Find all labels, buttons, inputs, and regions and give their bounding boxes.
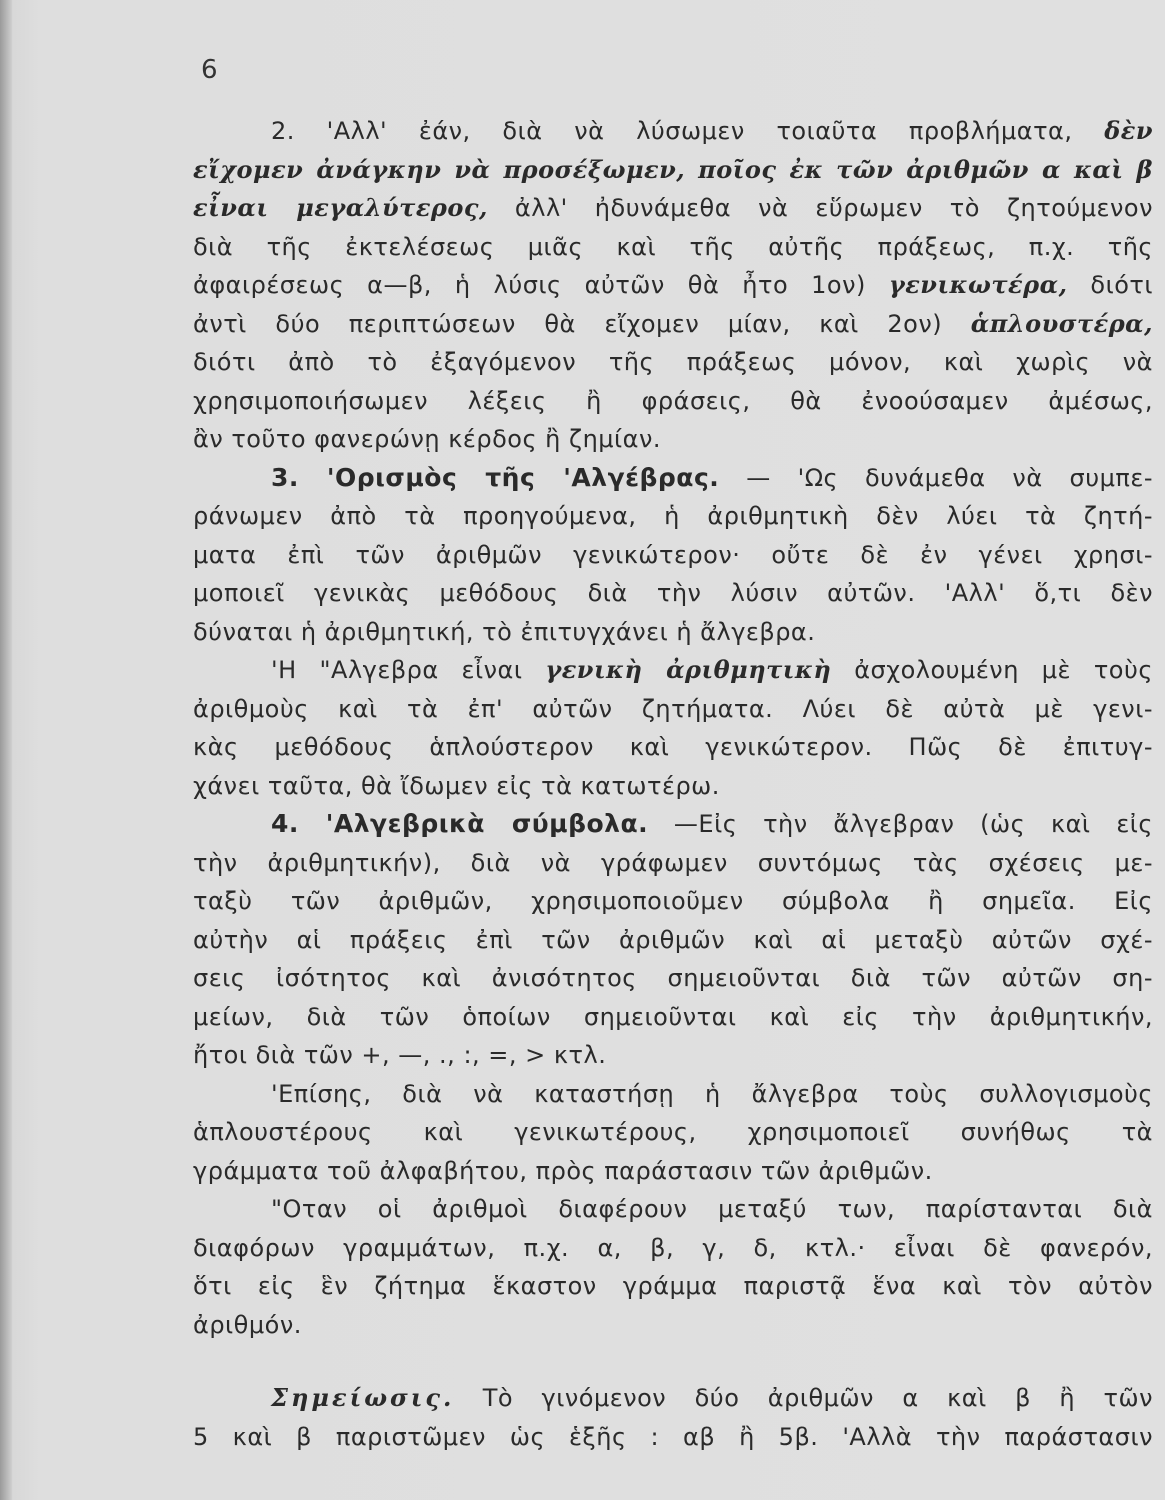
text-line: ἀριθμόν. bbox=[193, 1310, 302, 1339]
text-line bbox=[193, 459, 1153, 498]
text-run: 'Η "Αλγεβρα εἶναι bbox=[271, 656, 523, 684]
text-line: ἤτοι διὰ τῶν +, —, ., :, =, > κτλ. bbox=[193, 1041, 607, 1069]
text-line bbox=[193, 1379, 1153, 1418]
text-line bbox=[193, 266, 1153, 305]
text-line: διαφόρων γραμμάτων, π.χ. α, β, γ, δ, κτλ.· εἶναι δὲ φανερόν, bbox=[193, 1233, 1153, 1262]
text-line: ταξὺ τῶν ἀριθμῶν, χρησιμοποιοῦμεν σύμβολα ἢ σημεῖα. Εἰς bbox=[193, 887, 1153, 915]
text-line: χρησιμοποιήσωμεν λέξεις ἢ φράσεις, θὰ ἐνοούσαμεν ἀμέσως, bbox=[193, 386, 1153, 415]
text-run: 2. 'Αλλ' ἐάν, διὰ νὰ λύσωμεν τοιαῦτα προβλήματα, bbox=[271, 117, 1073, 145]
text-line bbox=[193, 189, 1153, 228]
text-line: χάνει ταῦτα, θὰ ἴδωμεν εἰς τὰ κατωτέρω. bbox=[193, 771, 720, 800]
text-line: τὴν ἀριθμητικήν), διὰ νὰ γράφωμεν συντόμως τὰς σχέσεις με- bbox=[193, 848, 1153, 877]
text-run: Τὸ γινόμενον δύο ἀριθμῶν α καὶ β ἢ τῶν bbox=[482, 1384, 1153, 1412]
text-line: κὰς μεθόδους ἁπλούστερον καὶ γενικώτερον. Πῶς δὲ ἐπιτυγ- bbox=[193, 733, 1153, 761]
text-run: ἀλλ' ἠδυνάμεθα νὰ εὕρωμεν τὸ ζητούμενον bbox=[514, 194, 1153, 222]
text-line: αὐτὴν αἱ πράξεις ἐπὶ τῶν ἀριθμῶν καὶ αἱ μεταξὺ αὐτῶν σχέ- bbox=[193, 925, 1153, 954]
text-line: ὅτι εἰς ἓν ζήτημα ἕκαστον γράμμα παριστᾷ ἕνα καὶ τὸν αὐτὸν bbox=[193, 1272, 1153, 1300]
text-line: 5 καὶ β παριστῶμεν ὡς ἑξῆς : αβ ἢ 5β. 'Αλλὰ τὴν παράστασιν bbox=[193, 1422, 1153, 1451]
text-line: γράμματα τοῦ ἀλφαβήτου, πρὸς παράστασιν τῶν ἀριθμῶν. bbox=[193, 1156, 933, 1185]
text-line bbox=[193, 805, 1153, 844]
text-run: —Εἰς τὴν ἄλγεβραν (ὡς καὶ εἰς bbox=[673, 810, 1153, 838]
emphasis-text: εἶναι μεγαλύτερος, bbox=[193, 193, 488, 222]
emphasis-text: ἁπλουστέρα, bbox=[970, 308, 1153, 338]
note-label: Σημείωσις. bbox=[271, 1383, 455, 1412]
page-number: 6 bbox=[201, 55, 218, 85]
text-line: μείων, διὰ τῶν ὁποίων σημειοῦνται καὶ εἰς τὴν ἀριθμητικήν, bbox=[193, 1002, 1153, 1031]
page-edge-shadow bbox=[0, 0, 12, 1500]
text-run: — 'Ως δυνάμεθα νὰ συμπε- bbox=[746, 463, 1153, 492]
paragraph-gap bbox=[193, 1344, 1153, 1379]
emphasis-text: γενικὴ ἀριθμητικὴ bbox=[545, 655, 832, 684]
text-line: "Οταν οἱ ἀριθμοὶ διαφέρουν μεταξύ των, παρίστανται διὰ bbox=[271, 1195, 1153, 1223]
text-line: διὰ τῆς ἐκτελέσεως μιᾶς καὶ τῆς αὐτῆς πράξεως, π.χ. τῆς bbox=[193, 232, 1153, 261]
text-line: διότι ἀπὸ τὸ ἐξαγόμενον τῆς πράξεως μόνον, καὶ χωρὶς νὰ bbox=[193, 348, 1153, 376]
text-line bbox=[193, 305, 1153, 344]
emphasis-text: εἴχομεν ἀνάγκην νὰ προσέξωμεν, ποῖος ἐκ τῶν ἀριθμῶν α καὶ β bbox=[193, 154, 1153, 184]
text-line: ράνωμεν ἀπὸ τὰ προηγούμενα, ἡ ἀριθμητικὴ δὲν λύει τὰ ζητή- bbox=[193, 502, 1153, 530]
text-run: ἀφαιρέσεως α—β, ἡ λύσις αὐτῶν θὰ ἦτο 1ον) bbox=[193, 271, 866, 299]
section-heading: 4. 'Αλγεβρικὰ σύμβολα. bbox=[271, 809, 649, 838]
text-line: σεις ἰσότητος καὶ ἀνισότητος σημειοῦνται διὰ τῶν αὐτῶν ση- bbox=[193, 964, 1153, 992]
text-line: 'Επίσης, διὰ νὰ καταστήσῃ ἡ ἄλγεβρα τοὺς συλλογισμοὺς bbox=[271, 1079, 1153, 1108]
text-line: ματα ἐπὶ τῶν ἀριθμῶν γενικώτερον· οὔτε δὲ ἐν γένει χρησι- bbox=[193, 540, 1153, 569]
text-line: ἂν τοῦτο φανερώνῃ κέρδος ἢ ζημίαν. bbox=[193, 425, 662, 453]
text-line: δύναται ἡ ἀριθμητική, τὸ ἐπιτυγχάνει ἡ ἄλγεβρα. bbox=[193, 617, 816, 646]
text-line bbox=[193, 651, 1153, 690]
text-line bbox=[193, 151, 1153, 190]
text-run: ἀσχολουμένη μὲ τοὺς bbox=[854, 656, 1153, 684]
text-line bbox=[193, 112, 1153, 151]
emphasis-text: δὲν bbox=[1104, 116, 1153, 145]
text-line: ἀριθμοὺς καὶ τὰ ἐπ' αὐτῶν ζητήματα. Λύει δὲ αὐτὰ μὲ γενι- bbox=[193, 694, 1153, 723]
page-body bbox=[193, 112, 1153, 1456]
emphasis-text: γενικωτέρα, bbox=[888, 270, 1068, 299]
text-line: μοποιεῖ γενικὰς μεθόδους διὰ τὴν λύσιν αὐτῶν. 'Αλλ' ὅ,τι δὲν bbox=[193, 579, 1153, 607]
text-run: διότι bbox=[1090, 271, 1153, 299]
section-heading: 3. 'Ορισμὸς τῆς 'Αλγέβρας. bbox=[271, 462, 720, 492]
text-line: ἁπλουστέρους καὶ γενικωτέρους, χρησιμοποιεῖ συνήθως τὰ bbox=[193, 1118, 1153, 1146]
text-run: ἀντὶ δύο περιπτώσεων θὰ εἴχομεν μίαν, καὶ 2ον) bbox=[193, 309, 943, 338]
